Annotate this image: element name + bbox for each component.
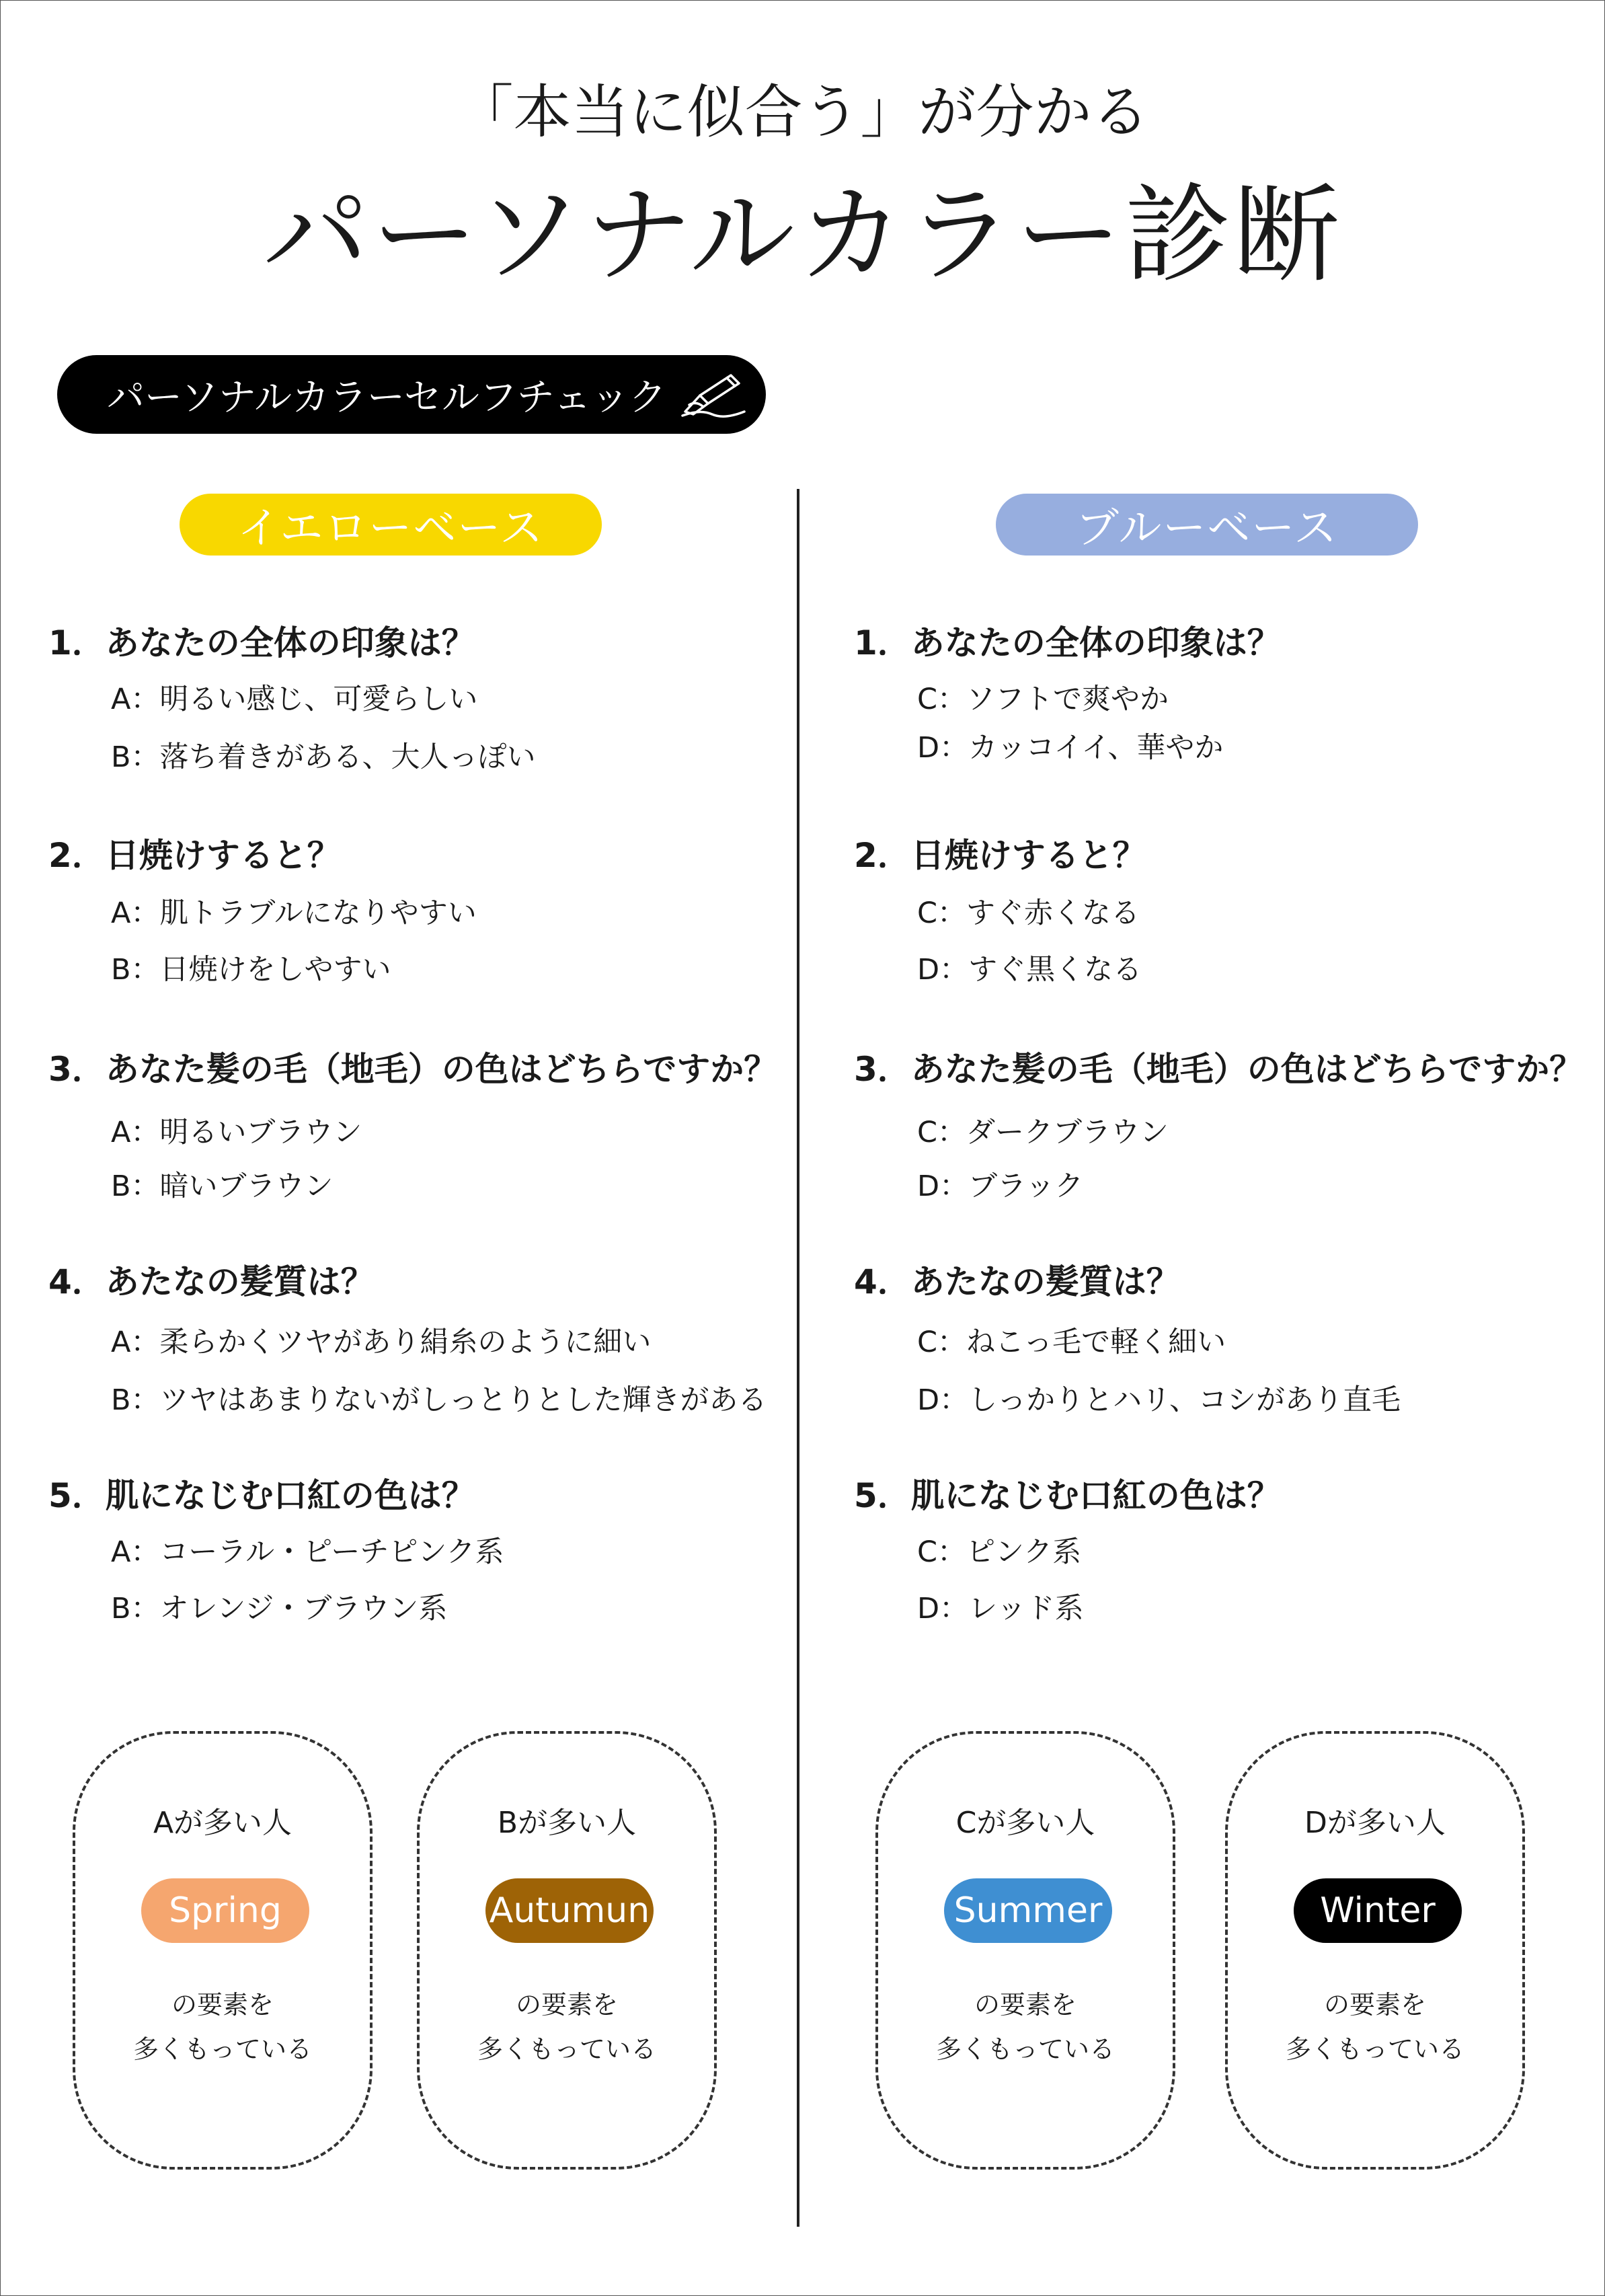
blue-question-4: 4．あたなの髪質は？ <box>854 1262 1180 1301</box>
yellow-question-5: 5．肌になじむ口紅の色は？ <box>48 1476 475 1515</box>
blue-question-1: 1．あなたの全体の印象は？ <box>854 623 1281 662</box>
blue-question-2: 2．日焼けすると？ <box>854 836 1146 875</box>
self-check-text: パーソナルカラーセルフチェック <box>107 375 667 420</box>
yellow-answer-5b: B：オレンジ・ブラウン系 <box>111 1592 448 1625</box>
blue-answer-5c: C：ピンク系 <box>917 1535 1082 1569</box>
blue-answer-4d: D：しっかりとハリ、コシがあり直毛 <box>917 1383 1401 1417</box>
yellow-answer-1b: B：落ち着きがある、大人っぽい <box>111 740 536 774</box>
result-desc-line2: 多くもっている <box>1285 2034 1464 2064</box>
yellow-answer-4b: B：ツヤはあまりないがしっとりとした輝きがある <box>111 1383 767 1417</box>
blue-answer-1d: D：カッコイイ、華やか <box>917 731 1224 765</box>
season-badge-winter: Winter <box>1294 1878 1462 1943</box>
result-card-spring <box>73 1731 373 2170</box>
season-badge-autumn: Autumun <box>485 1878 654 1943</box>
yellow-answer-3b: B：暗いブラウン <box>111 1170 334 1203</box>
yellow-answer-2a: A：肌トラブルになりやすい <box>111 896 477 930</box>
result-description <box>878 1983 1173 2071</box>
result-desc-line1: の要素を <box>171 1990 274 2020</box>
result-desc-line1: の要素を <box>1323 1990 1426 2020</box>
result-description <box>75 1983 370 2071</box>
self-check-label <box>57 355 766 434</box>
yellow-answer-2b: B：日焼けをしやすい <box>111 953 391 987</box>
result-card-summer <box>875 1731 1175 2170</box>
blue-answer-4c: C：ねこっ毛で軽く細い <box>917 1326 1226 1359</box>
column-divider <box>797 489 799 2227</box>
blue-answer-1c: C：ソフトで爽やか <box>917 683 1169 716</box>
result-desc-line1: の要素を <box>974 1990 1076 2020</box>
result-desc-line2: 多くもっている <box>935 2034 1115 2064</box>
result-card-autumn <box>417 1731 717 2170</box>
blue-answer-5d: D：レッド系 <box>917 1592 1084 1625</box>
blue-answer-2d: D：すぐ黒くなる <box>917 953 1142 987</box>
result-card-winter <box>1225 1731 1525 2170</box>
blue-base-label: ブルーベース <box>996 494 1418 556</box>
yellow-answer-4a: A：柔らかくツヤがあり絹糸のように細い <box>111 1326 652 1359</box>
blue-question-5: 5．肌になじむ口紅の色は？ <box>854 1476 1281 1515</box>
result-who: Cが多い人 <box>955 1806 1095 1840</box>
yellow-question-1: 1．あなたの全体の印象は？ <box>48 623 475 662</box>
yellow-question-4: 4．あたなの髪質は？ <box>48 1262 375 1301</box>
yellow-answer-1a: A：明るい感じ、可愛らしい <box>111 683 478 716</box>
blue-answer-3d: D：ブラック <box>917 1170 1084 1203</box>
yellow-base-label: イエローベース <box>180 494 602 556</box>
result-who: Aが多い人 <box>153 1806 292 1840</box>
blue-question-3: 3．あなた髪の毛（地毛）の色はどちらですか？ <box>854 1050 1583 1089</box>
yellow-question-3: 3．あなた髪の毛（地毛）の色はどちらですか？ <box>48 1050 778 1089</box>
season-badge-summer: Summer <box>944 1878 1112 1943</box>
pen-writing-icon <box>680 371 747 418</box>
blue-answer-3c: C：ダークブラウン <box>917 1116 1169 1149</box>
page-title: パーソナルカラー診断 <box>262 174 1343 297</box>
result-who: Bが多い人 <box>497 1806 637 1840</box>
yellow-answer-5a: A：コーラル・ピーチピンク系 <box>111 1535 504 1569</box>
subtitle: 「本当に似合う」が分かる <box>455 79 1150 146</box>
result-who: Dが多い人 <box>1304 1806 1446 1840</box>
result-desc-line2: 多くもっている <box>132 2034 312 2064</box>
result-description <box>420 1983 714 2071</box>
blue-answer-2c: C：すぐ赤くなる <box>917 896 1140 930</box>
result-desc-line2: 多くもっている <box>477 2034 656 2064</box>
yellow-answer-3a: A：明るいブラウン <box>111 1116 362 1149</box>
season-badge-spring: Spring <box>141 1878 309 1943</box>
result-description <box>1228 1983 1522 2071</box>
result-desc-line1: の要素を <box>515 1990 618 2020</box>
yellow-question-2: 2．日焼けすると？ <box>48 836 341 875</box>
